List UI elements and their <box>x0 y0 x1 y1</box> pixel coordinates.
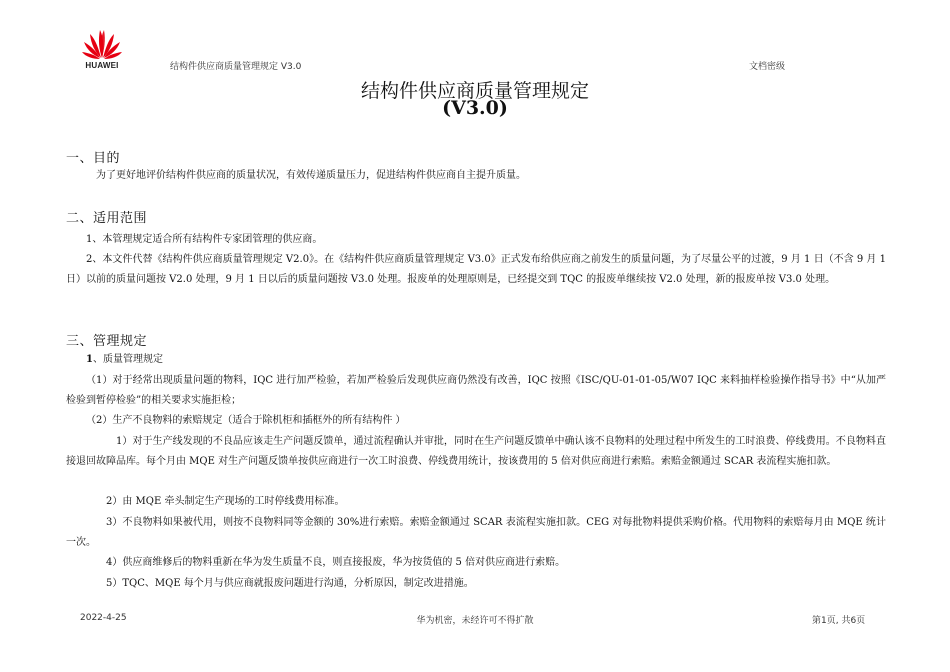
paragraph-rule-2-2: 2）由 MQE 牵头制定生产现场的工时停线费用标准。 <box>106 496 345 507</box>
paragraph-rule-2-4: 4）供应商维修后的物料重新在华为发生质量不良，则直接报废，华为按货值的 5 倍对供应商进行索赔。 <box>106 557 566 568</box>
logo-text: HUAWEI <box>85 61 119 70</box>
huawei-logo <box>80 26 124 74</box>
document-version: (V3.0) <box>442 97 508 119</box>
header-classification: 文档密级 <box>749 62 786 72</box>
section-heading-scope: 二、适用范围 <box>66 211 148 226</box>
footer-date: 2022-4-25 <box>80 613 127 623</box>
subheading-text: 、质量管理规定 <box>92 354 163 365</box>
paragraph-rule-2-3: 3）不良物料如果被代用，则按不良物料同等金额的 30%进行索赔。索赔金额通过 SCAR 表流程实施扣款。CEG 对每批物料提供采购价格。代用物料的索赔每月由 MQE 统计一次。 <box>66 517 886 548</box>
paragraph-rule-2-5: 5）TQC、MQE 每个月与供应商就报废问题进行沟通，分析原因，制定改进措施。 <box>106 578 474 589</box>
paragraph-scope-2: 2、本文件代替《结构件供应商质量管理规定 V2.0》。在《结构件供应商质量管理规定 V3.0》正式发布给供应商之前发生的质量问题，为了尽量公平的过渡，9 月 1 日（不含 9 月 1 日）以前的质量问题按 V2.0 处理，9 月 1 日以后的质量问题按 V3.0 处理。报废单的处理原则是，已经提交到 TQC 的报废单继续按 V2.0 处理，新的报废单按 V3.0 处理。 <box>66 254 886 285</box>
paragraph-rule-2-1: 1）对于生产线发现的不良品应该走生产问题反馈单，通过流程确认并审批，同时在生产问题反馈单中确认该不良物料的处理过程中所发生的工时浪费、停线费用。不良物料直接退回故障品库。每个月由 MQE 对生产问题反馈单按供应商进行一次工时浪费、停线费用统计，按该费用的 5 倍对供应商进行索赔。索赔金额通过 SCAR 表流程实施扣款。 <box>66 436 886 467</box>
section-heading-purpose: 一、目的 <box>66 151 121 166</box>
subheading-quality-rules <box>66 350 886 370</box>
header-document-name: 结构件供应商质量管理规定 V3.0 <box>170 62 302 72</box>
subheading-number: 1 <box>86 354 93 365</box>
footer-confidential: 华为机密，未经许可不得扩散 <box>416 616 534 626</box>
footer-page-number: 第1页, 共6页 <box>812 616 866 626</box>
document-title: 结构件供应商质量管理规定 <box>360 80 589 102</box>
section-heading-rules: 三、管理规定 <box>66 334 148 349</box>
paragraph-rule-2: （2）生产不良物料的索赔规定（适合于除机柜和插框外的所有结构件 ） <box>86 415 406 426</box>
paragraph-purpose: 为了更好地评价结构件供应商的质量状况，有效传递质量压力，促进结构件供应商自主提升质量。 <box>96 170 526 181</box>
paragraph-scope-1: 1、本管理规定适合所有结构件专家团管理的供应商。 <box>86 234 323 245</box>
huawei-flower-icon <box>80 26 124 60</box>
paragraph-rule-1: （1）对于经常出现质量问题的物料，IQC 进行加严检验，若加严检验后发现供应商仍然没有改善，IQC 按照《ISC/QU-01-01-05/W07 IQC 来料抽样检验操作指导书》中“从加严检验到暂停检验”的相关要求实施拒检； <box>66 375 886 406</box>
